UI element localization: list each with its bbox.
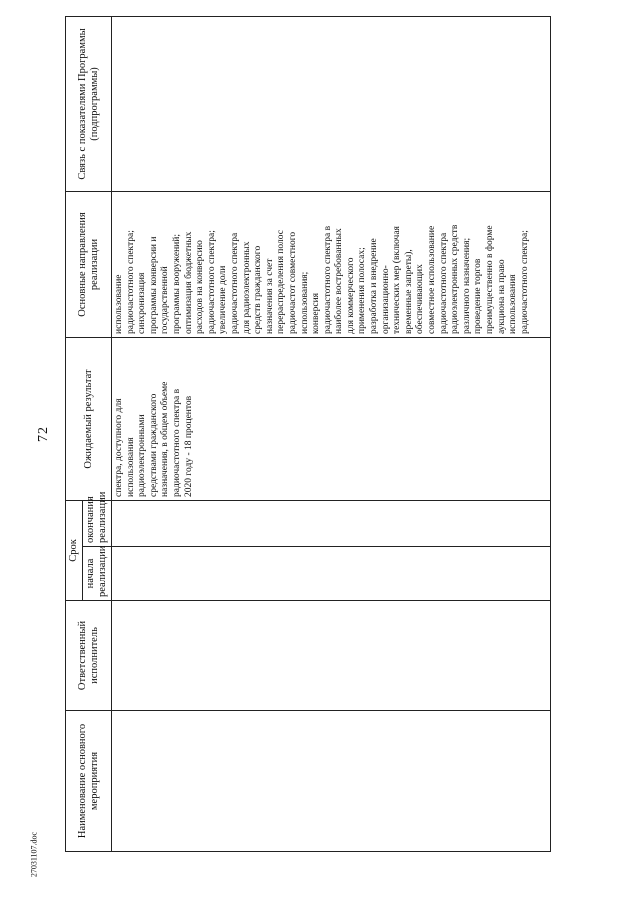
- directions-text-line: использование: [114, 274, 124, 334]
- result-text-line: радиоэлектронными: [137, 414, 148, 497]
- directions-text-line: радиочастотного спектра: [438, 232, 449, 334]
- header-link: Связь с показателями Программы (подпрограммы): [66, 16, 112, 191]
- header-executor: Ответственный исполнитель: [66, 601, 112, 711]
- result-text-line: 2020 году - 18 процентов: [183, 395, 194, 497]
- cell-term-end: [112, 500, 551, 546]
- result-text-line: спектра, доступного для: [114, 398, 124, 497]
- directions-text-line: аукциона на право: [496, 259, 507, 334]
- directions-text-line: радиочастотного спектра;: [125, 230, 136, 334]
- header-directions: Основные направления реализации: [66, 191, 112, 337]
- directions-text-line: средств гражданского: [253, 245, 264, 334]
- directions-text-line: программы вооружений;: [171, 234, 182, 334]
- header-term-start: начала реализации: [83, 547, 112, 601]
- directions-text-line: обеспечивающих: [415, 264, 426, 334]
- directions-text-line: радиоэлектронных средств: [450, 224, 461, 334]
- directions-text-line: совместное использование: [427, 225, 438, 334]
- directions-text-line: радиочастотного спектра;: [206, 230, 217, 334]
- directions-text-line: увеличение доли: [218, 265, 229, 334]
- result-text-line: средствами гражданского: [148, 393, 159, 497]
- directions-text-line: проведение торгов: [473, 258, 484, 334]
- cell-result: [112, 337, 551, 500]
- header-row: [66, 16, 83, 851]
- directions-text-line: временные запреты),: [403, 249, 414, 334]
- header-term-end: окончания реализации: [83, 500, 112, 546]
- directions-text-line: конверсия: [311, 292, 322, 334]
- directions-text-line: назначения за счет: [264, 258, 275, 334]
- directions-text-line: расходов на конверсию: [195, 240, 206, 334]
- directions-text-line: технических мер (включая: [392, 226, 403, 334]
- header-activity: Наименование основного мероприятия: [66, 711, 112, 852]
- directions-text-line: наиболее востребованных: [334, 228, 345, 334]
- page-number: 72: [36, 426, 51, 442]
- directions-text-line: для радиоэлектронных: [241, 241, 252, 334]
- result-text-line: радиочастотного спектра в: [171, 388, 182, 497]
- table-row: [112, 16, 551, 851]
- directions-text-line: разработка и внедрение: [369, 238, 380, 334]
- directions-text-line: радиочастотного спектра;: [519, 230, 530, 334]
- directions-text-line: организационно-: [380, 265, 391, 334]
- directions-text-line: перераспределения полос: [276, 230, 287, 334]
- cell-executor: [112, 601, 551, 711]
- result-text-line: использования: [125, 437, 136, 497]
- cell-link: [112, 16, 551, 191]
- program-table: [65, 16, 551, 852]
- header-term: Срок: [66, 500, 83, 600]
- directions-text-line: программы конверсии и: [148, 236, 159, 334]
- directions-text-line: различного назначения;: [461, 237, 472, 334]
- cell-term-start: [112, 547, 551, 601]
- directions-text-line: преимущественно в форме: [485, 225, 495, 334]
- directions-text-line: использования;: [299, 271, 310, 334]
- directions-text-line: для коммерческого: [345, 257, 356, 334]
- directions-text-line: радиочастотного спектра: [229, 232, 240, 334]
- directions-text-line: радиочастотного спектра в: [322, 225, 333, 334]
- directions-text-line: применения полосах;: [357, 247, 368, 334]
- result-text-line: назначения, в общем объеме: [160, 381, 171, 497]
- directions-text-line: использования: [508, 274, 519, 334]
- header-result: Ожидаемый результат: [66, 337, 112, 500]
- document-code: 27031107.doc: [29, 831, 39, 878]
- cell-activity: [112, 711, 551, 852]
- directions-text-line: радиочастот совместного: [287, 231, 298, 334]
- rotated-page: [65, 17, 620, 852]
- directions-text-line: государственной: [160, 266, 171, 334]
- directions-text-line: синхронизация: [137, 272, 148, 334]
- directions-text-line: оптимизация бюджетных: [183, 231, 194, 334]
- cell-directions: [112, 191, 551, 337]
